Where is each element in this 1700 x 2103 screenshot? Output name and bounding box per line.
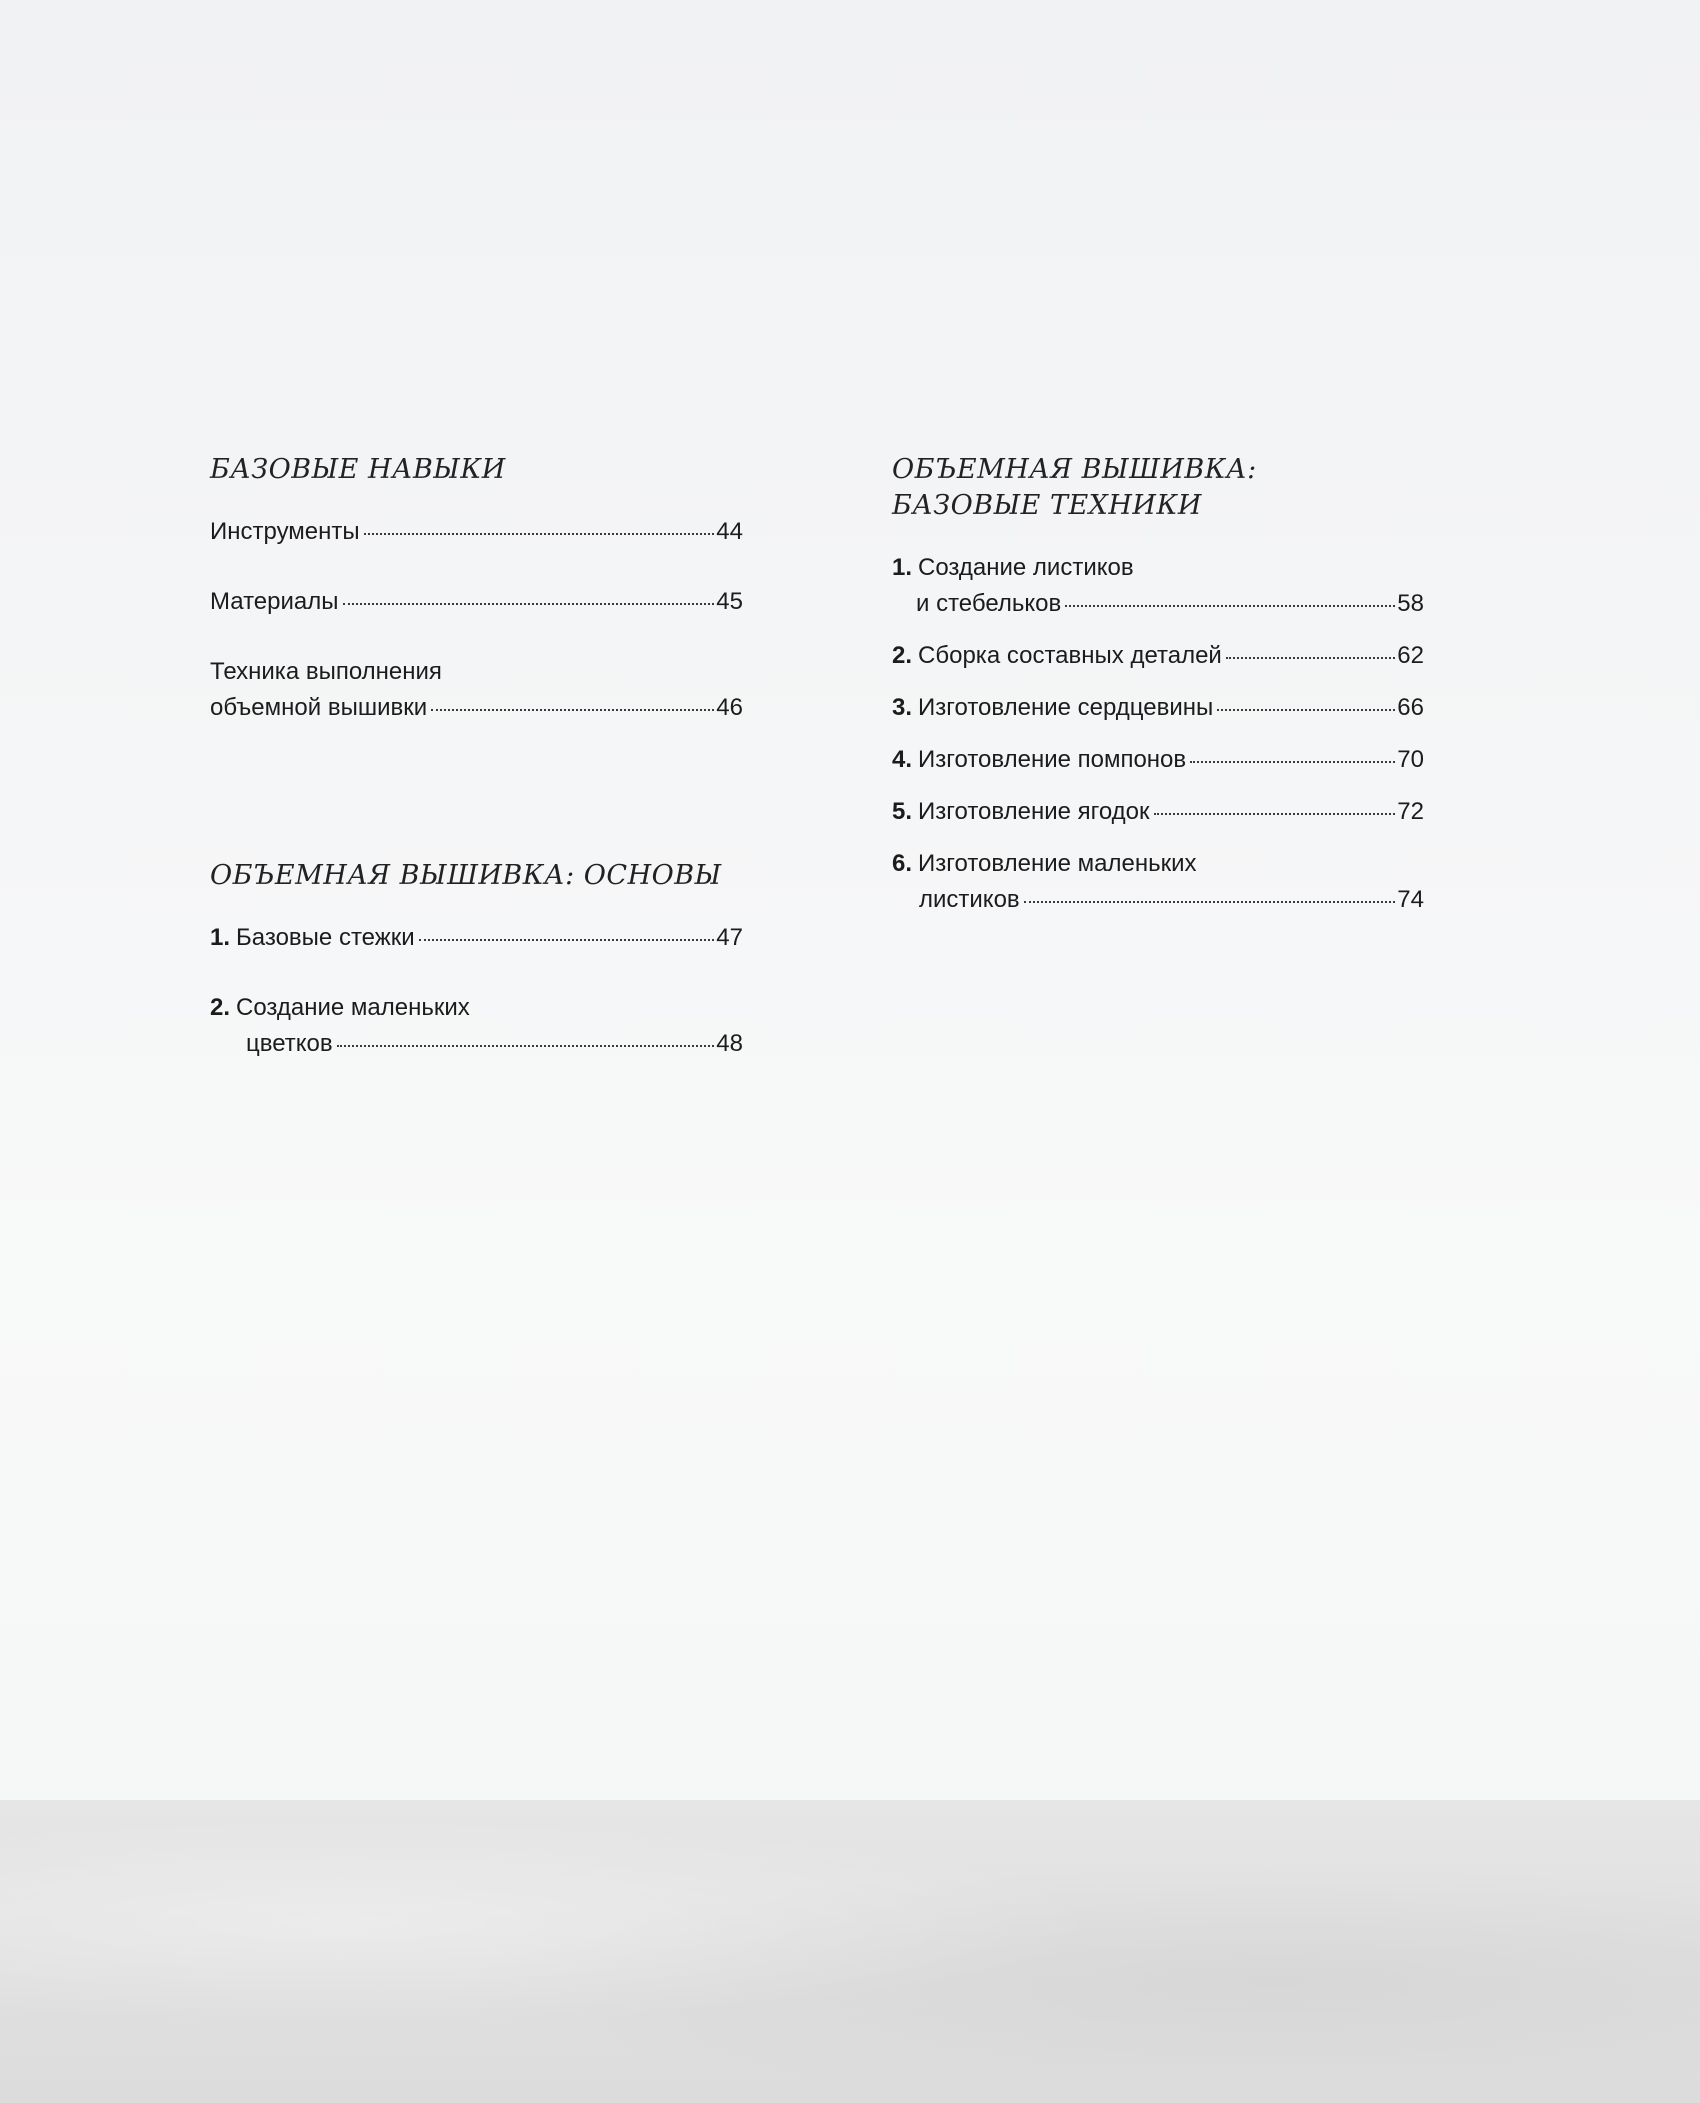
toc-page-number: 66 xyxy=(1397,694,1424,721)
toc-entry-basic-stitches[interactable] xyxy=(210,920,743,956)
toc-entry-number: 4. xyxy=(892,746,913,773)
floor-background xyxy=(0,1800,1700,2103)
toc-page-number: 58 xyxy=(1397,590,1424,617)
toc-page-number: 46 xyxy=(716,694,743,721)
toc-entry-label: листиков xyxy=(919,886,1020,913)
section-title-embroidery-basics: ОБЪЕМНАЯ ВЫШИВКА: ОСНОВЫ xyxy=(210,860,722,891)
toc-entry-number: 5. xyxy=(892,798,913,825)
toc-entry-technique[interactable] xyxy=(210,654,743,726)
toc-entry-label: Инструменты xyxy=(210,518,360,545)
toc-entry-small-flowers[interactable] xyxy=(210,990,743,1062)
toc-entry-tools[interactable] xyxy=(210,514,743,550)
toc-entry-label: Сборка составных деталей xyxy=(918,642,1222,669)
toc-entry-number: 6. xyxy=(892,850,913,877)
dot-leader xyxy=(343,603,715,605)
toc-entry-label-line1: Техника выполнения xyxy=(210,658,442,685)
toc-entry-label: и стебельков xyxy=(916,590,1062,617)
toc-entry-pompoms[interactable] xyxy=(892,742,1424,778)
toc-entry-small-leaves[interactable] xyxy=(892,846,1424,918)
toc-entry-number: 1. xyxy=(210,924,231,951)
toc-entry-number: 3. xyxy=(892,694,913,721)
toc-entry-number: 2. xyxy=(892,642,913,669)
toc-left-column xyxy=(210,452,743,1096)
dot-leader xyxy=(1190,761,1395,763)
section-title-basic-techniques: ОБЪЕМНАЯ ВЫШИВКА: БАЗОВЫЕ ТЕХНИКИ xyxy=(892,454,1257,521)
toc-entry-number: 1. xyxy=(892,554,913,581)
toc-entry-number: 2. xyxy=(210,994,231,1021)
toc-entry-label: Изготовление помпонов xyxy=(918,746,1187,773)
toc-page-number: 47 xyxy=(716,924,743,951)
toc-entry-label: Материалы xyxy=(210,588,339,615)
toc-page-number: 62 xyxy=(1397,642,1424,669)
dot-leader xyxy=(419,939,715,941)
dot-leader xyxy=(1226,657,1395,659)
toc-page-number: 44 xyxy=(716,518,743,545)
dot-leader xyxy=(1024,901,1396,903)
dot-leader xyxy=(1217,709,1395,711)
dot-leader xyxy=(431,709,714,711)
toc-page-number: 70 xyxy=(1397,746,1424,773)
toc-page-number: 72 xyxy=(1397,798,1424,825)
dot-leader xyxy=(1065,605,1395,607)
toc-entry-berries[interactable] xyxy=(892,794,1424,830)
toc-entry-label: объемной вышивки xyxy=(210,694,428,721)
toc-page-number: 48 xyxy=(716,1030,743,1057)
dot-leader xyxy=(337,1045,715,1047)
toc-entry-label-line1: Изготовление маленьких xyxy=(918,850,1197,877)
toc-entry-materials[interactable] xyxy=(210,584,743,620)
toc-page-number: 45 xyxy=(716,588,743,615)
toc-page-number: 74 xyxy=(1397,886,1424,913)
toc-right-column xyxy=(892,452,1424,934)
toc-entry-core[interactable] xyxy=(892,690,1424,726)
dot-leader xyxy=(1154,813,1396,815)
toc-entry-leaves-stems[interactable] xyxy=(892,550,1424,622)
dot-leader xyxy=(364,533,715,535)
toc-entry-label-line1: Создание листиков xyxy=(918,554,1134,581)
toc-entry-label: Изготовление ягодок xyxy=(918,798,1150,825)
section-title-basic-skills: БАЗОВЫЕ НАВЫКИ xyxy=(210,454,506,485)
toc-entry-label: Изготовление сердцевины xyxy=(918,694,1214,721)
toc-entry-label-line1: Создание маленьких xyxy=(236,994,470,1021)
toc-entry-label: цветков xyxy=(246,1030,333,1057)
toc-entry-assembly[interactable] xyxy=(892,638,1424,674)
toc-entry-label: Базовые стежки xyxy=(236,924,415,951)
